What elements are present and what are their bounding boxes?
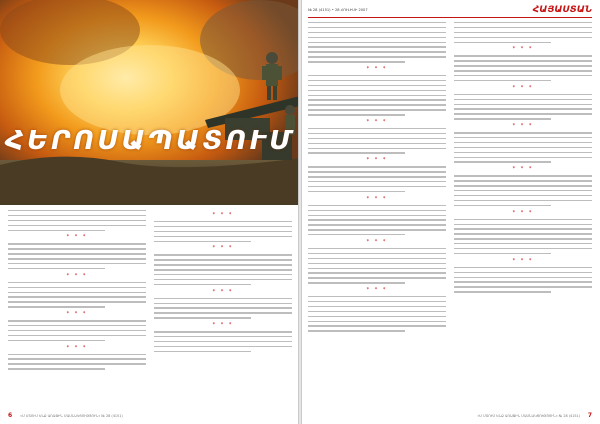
header-rule — [308, 17, 592, 18]
spine-gutter — [298, 0, 302, 424]
right-column-2 — [454, 22, 592, 296]
section-separator: * * * — [366, 287, 388, 294]
section-separator: * * * — [512, 46, 534, 53]
artillery-photo — [0, 0, 300, 205]
section-separator: * * * — [512, 166, 534, 173]
section-separator: * * * — [366, 66, 388, 73]
brand-logo: ՀԱՅԱՍՏԱՆ — [532, 5, 592, 15]
left-column-1 — [8, 210, 146, 373]
right-column-1 — [308, 22, 446, 335]
right-text-columns — [308, 22, 592, 410]
section-separator: * * * — [366, 157, 388, 164]
section-separator: * * * — [212, 322, 234, 329]
left-column-2 — [154, 210, 292, 356]
section-separator: * * * — [212, 288, 234, 295]
issue-meta: № 28 (4151) • 28 ՀՈՒԼԻՍԻ 2007 — [308, 8, 368, 12]
footer-right: «Մ ՄՏՈՒՄ ԵՆՔ ԱՌԱՋԻՆ ՄԱՍՆԱԿՑՈՒԹՅՈՒՆ» № 28 (4151) — [477, 414, 580, 418]
section-separator: * * * — [366, 238, 388, 245]
left-text-columns — [8, 210, 292, 410]
section-separator: * * * — [66, 311, 88, 318]
page-number-left: 6 — [8, 412, 13, 419]
section-separator: * * * — [212, 245, 234, 252]
section-separator: * * * — [512, 257, 534, 264]
right-page — [300, 0, 600, 424]
section-separator: * * * — [66, 344, 88, 351]
section-separator: * * * — [512, 123, 534, 130]
section-separator: * * * — [66, 272, 88, 279]
footer-left: «Մ ՄՏՈՒՄ ԵՆՔ ԱՌԱՋԻՆ ՄԱՍՆԱԿՑՈՒԹՅՈՒՆ» № 28 (4151) — [20, 414, 123, 418]
section-separator: * * * — [212, 212, 234, 218]
section-separator: * * * — [366, 119, 388, 126]
page-number-right: 7 — [587, 412, 592, 419]
explosion-photo-illustration — [0, 0, 300, 205]
section-separator: * * * — [512, 209, 534, 216]
section-separator: * * * — [366, 195, 388, 202]
hero-title: ՀԵՐՈՍԱՊԱՏՈՒՄ — [5, 126, 295, 156]
section-separator: * * * — [512, 84, 534, 91]
section-separator: * * * — [66, 234, 88, 241]
